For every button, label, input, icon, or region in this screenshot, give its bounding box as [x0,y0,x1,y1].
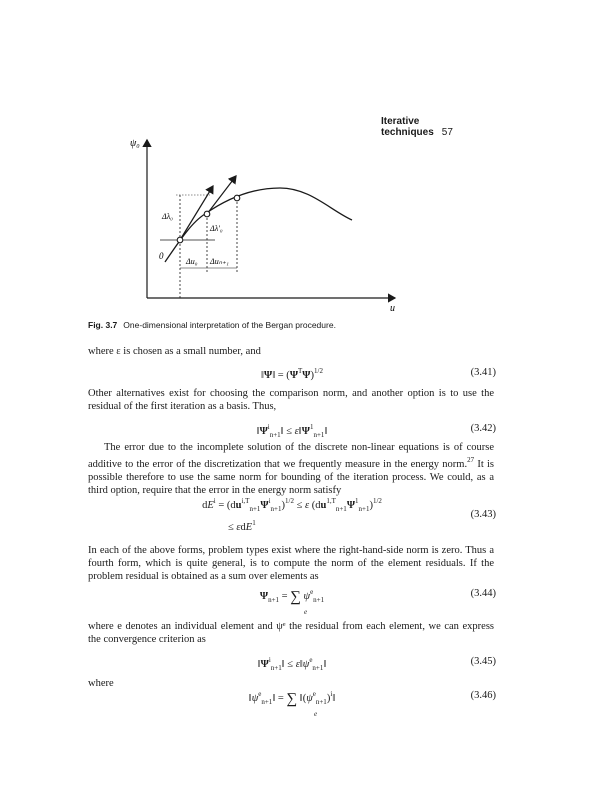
eq-number-3-45: (3.45) [470,656,496,667]
point-1 [204,211,210,217]
eq-number-3-43: (3.43) [470,509,496,520]
point-2 [234,195,240,201]
equation-3-42: $‖\Psi^i_{n+1}‖$ ≤ $\varepsilon‖\Psi^1_{n+1}‖$ (3.42) [256,423,496,439]
delta-lambda-label: Δλ₀ [162,212,173,221]
point-0 [177,237,183,243]
equation-3-46: $‖\psi^e_{n+1}‖$ = ∑ $‖(\psi^e_{n+1})^i‖$ e (3.46) [248,690,496,718]
equation-3-45: $‖\Psi^i_{n+1}‖$ ≤ $\varepsilon‖\psi^e_{n+1}‖$ (3.45) [257,656,496,672]
equation-3-41: ‖Ψ‖ = $(\Psi^T\Psi)^{1/2}$ (3.41) [261,367,496,381]
paragraph-2: Other alternatives exist for choosing the comparison norm, and another option is to use the residual of the first iteration as a basis. Thus, [88,388,494,412]
equation-3-44: $\Psi_{n+1}$ = ∑ $\psi^e_{n+1}$ e (3.44) [259,588,496,616]
figure-caption [88,320,508,330]
paragraph-1: where ε is chosen as a small number, and [88,346,261,357]
page-number: 57 [441,127,453,138]
predictor-arrow-2 [207,176,236,214]
y-axis-label: ψ₀ [130,138,140,149]
paragraph-3b: It is possible therefore to use the same norm for bounding of the iteration process. We could, as a third option, require that the error in the energy norm satisfy [88,459,494,496]
paragraph-5: where e denotes an individual element and ψᵉ the residual from each element, we can express the convergence criterion as [88,621,494,645]
eq-number-3-46: (3.46) [470,690,496,701]
header-title: Iterative techniques [381,116,434,138]
equation-3-43: $dE^i = (du^{i,T}_{n+1}\Psi^i_{n+1})^{1/2} \le \varepsilon$ $(du^{1,T}_{n+1}\Psi^1_{n+1})^{1/2}$ ≤ εdE$^1$ (3.43) [202,497,496,533]
paragraph-4: In each of the above forms, problem types exist where the right-hand-side norm is zero. Thus a fourth form, which is quite general, is to compute the norm of the element residuals. If the problem residual is obtained as a sum over elements as [88,545,494,582]
caption-text: One-dimensional interpretation of the Bergan procedure. [123,320,336,330]
x-axis-label: u [390,303,395,314]
eq-number-3-41: (3.41) [470,367,496,378]
reference-27: 27 [467,456,475,464]
delta-u-label: Δu₀ [186,257,198,266]
bergan-figure [0,0,603,330]
eq-number-3-44: (3.44) [470,588,496,599]
caption-label: Fig. 3.7 [88,320,118,330]
origin-label: 0 [159,251,164,261]
paragraph-6: where [88,678,114,689]
eq-number-3-42: (3.42) [470,423,496,434]
delta-u-next-label: Δuₙ₊₁ [210,257,229,266]
response-curve [165,188,352,262]
paragraph-3a: The error due to the incomplete solution of the discrete non-linear equations is of course additive to the error of the discretization that we frequently measure in the energy norm. [88,442,494,470]
delta-lambda-prime-label: Δλ'₀ [210,224,223,233]
paragraph-3 [88,441,494,497]
